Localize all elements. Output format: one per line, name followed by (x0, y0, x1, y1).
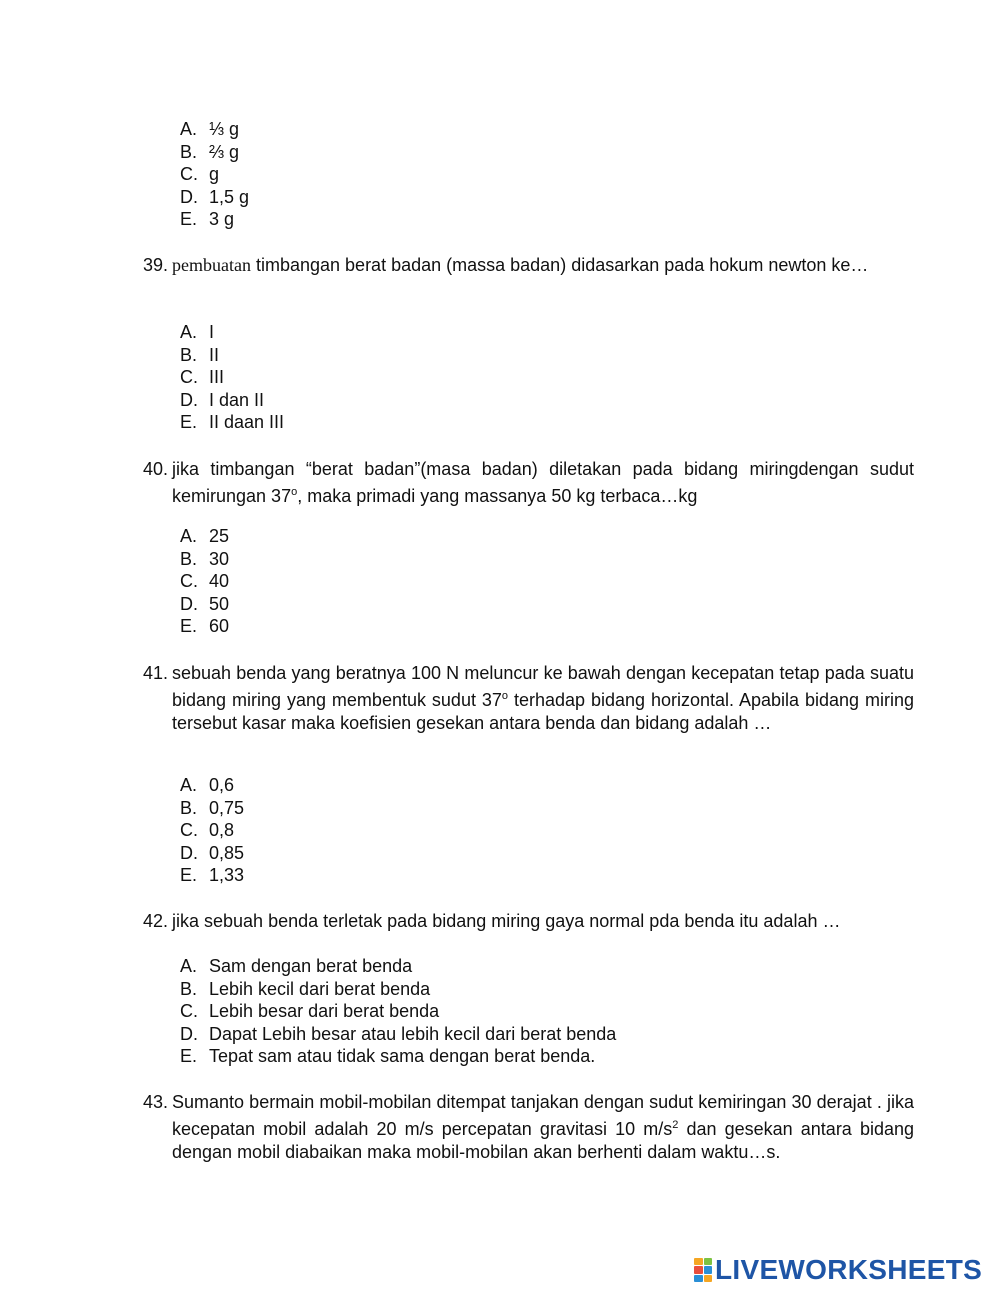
option-a: A. 0,6 (180, 775, 235, 795)
option-e: E. Tepat sam atau tidak sama dengan berat benda. (180, 1046, 596, 1067)
liveworksheets-logo-icon (694, 1258, 712, 1282)
option-e: E. II daan III (180, 412, 285, 433)
question-text: sebuah benda yang beratnya 100 N meluncur ke bawah dengan kecepatan tetap pada suatu bidang miring yang membentuk sudut 37$^o$ terhadap bidang horizontal. Apabila bidang miring tersebut kasar maka koefisien gesekan antara benda dan bidang adalah … (172, 663, 914, 733)
option-d: D. 50 (180, 593, 230, 614)
option-d: D. 0,85 (180, 842, 245, 863)
option-e: E. 3 g (180, 209, 235, 230)
option-b: B. II (180, 344, 220, 365)
option-b: B. ⅔ g (180, 141, 240, 162)
question-text: Sumanto bermain mobil-mobilan ditempat tanjakan dengan sudut kemiringan 30 derajat . jika kecepatan mobil adalah 20 m/s percepatan gravitasi 10 $m/s^2$ dan gesekan antara bidang dengan mobil diabaikan maka mobil-mobilan akan berhenti dalam waktu…s. (172, 1092, 914, 1162)
q40-options (180, 525, 229, 638)
question-number: 43. (143, 1092, 169, 1112)
option-e: E. 1,33 (180, 865, 245, 886)
option-d: D. Dapat Lebih besar atau lebih kecil dari berat benda (180, 1023, 617, 1044)
question-number: 42. (143, 911, 169, 931)
option-c: C. 40 (180, 571, 230, 592)
option-e: E. 60 (180, 616, 230, 637)
option-c: C. III (180, 367, 225, 388)
q41-options (180, 774, 244, 887)
question-41 (143, 662, 914, 734)
option-a: A. I (180, 322, 215, 342)
option-b: B. 0,75 (180, 797, 245, 818)
question-number: 40. (143, 459, 169, 479)
option-b: B. Lebih kecil dari berat benda (180, 978, 431, 999)
option-d: D. 1,5 g (180, 186, 250, 207)
question-39 (143, 254, 914, 277)
option-d: D. I dan II (180, 389, 265, 410)
option-c: C. Lebih besar dari berat benda (180, 1001, 440, 1022)
q39-options (180, 321, 284, 434)
logo-text: LIVEWORKSHEETS (715, 1254, 983, 1285)
liveworksheets-logo (694, 1254, 982, 1286)
option-b: B. 30 (180, 548, 230, 569)
option-c: C. 0,8 (180, 820, 235, 841)
q38-options (180, 118, 249, 231)
question-text: jika timbangan “berat badan”(masa badan) diletakan pada bidang miringdengan sudut kemirungan 37$^o$, maka primadi yang massanya 50 kg terbaca…kg (172, 459, 914, 506)
q42-options (180, 955, 616, 1068)
question-text: pembuatan timbangan berat badan (massa badan) didasarkan pada hokum newton ke… (172, 255, 869, 275)
question-43 (143, 1091, 914, 1163)
question-number: 39. (143, 255, 169, 275)
question-text: jika sebuah benda terletak pada bidang miring gaya normal pda benda itu adalah … (172, 911, 841, 931)
option-c: C. g (180, 164, 220, 185)
question-number: 41. (143, 663, 169, 683)
question-40 (143, 458, 914, 508)
question-42 (143, 910, 914, 933)
option-a: A. ⅓ g (180, 119, 240, 139)
option-a: A. Sam dengan berat benda (180, 956, 413, 976)
option-a: A. 25 (180, 526, 230, 546)
